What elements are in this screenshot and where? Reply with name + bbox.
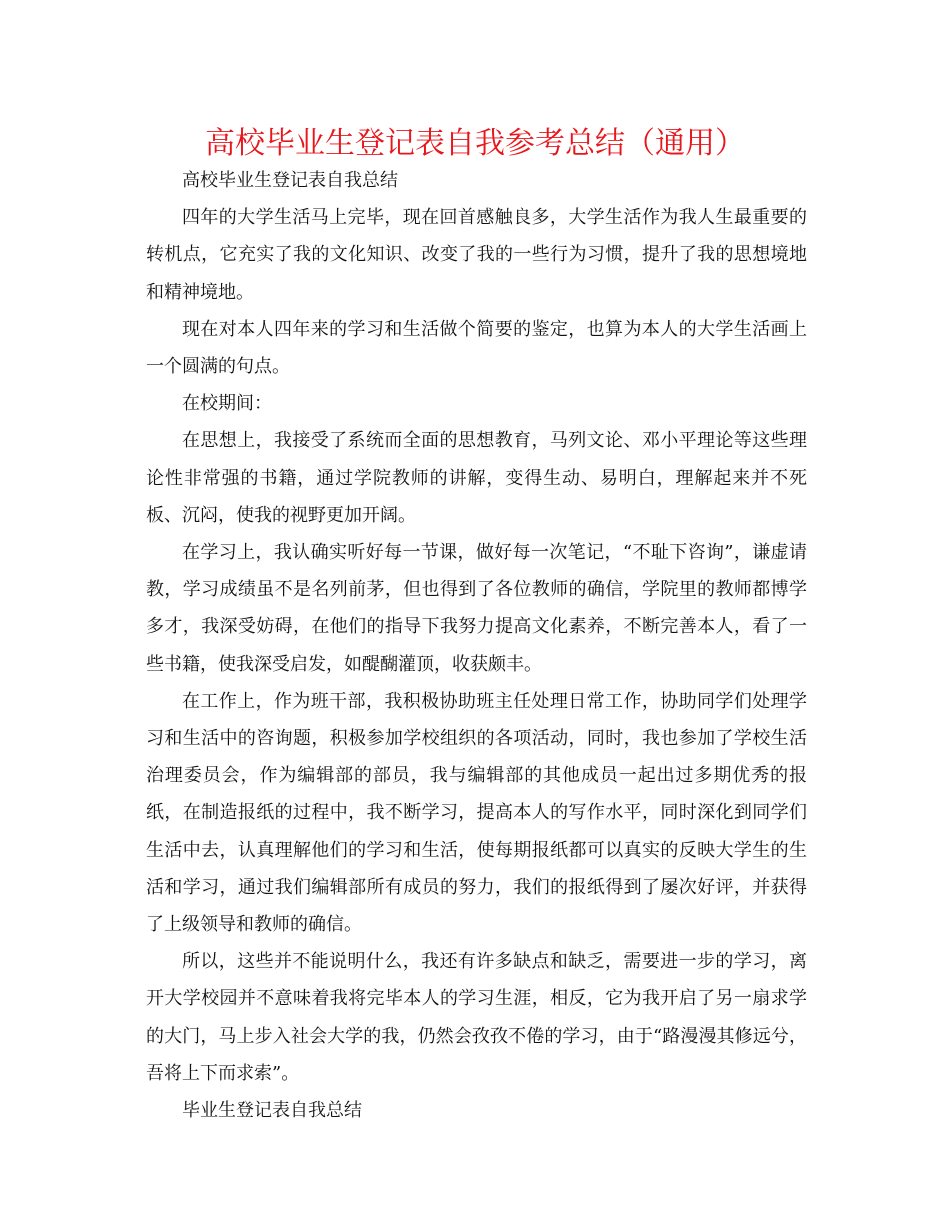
paragraph-work: 在工作上，作为班干部，我积极协助班主任处理日常工作，协助同学们处理学习和生活中的咨询题，积极参加学校组织的各项活动，同时，我也参加了学校生活治理委员会，作为编辑部的部员，我与编辑部的其他成员一起出过多期优秀的报纸，在制造报纸的过程中，我不断学习，提高本人的写作水平，同时深化到同学们生活中去，认真理解他们的学习和生活，使每期报纸都可以真实的反映大学生的生活和学习，通过我们编辑部所有成员的努力，我们的报纸得到了屡次好评，并获得了上级领导和教师的确信。 bbox=[146, 690, 807, 936]
paragraph-conclusion: 所以，这些并不能说明什么，我还有许多缺点和缺乏，需要进一步的学习，离开大学校园并不意味着我将完毕本人的学习生涯，相反，它为我开启了另一扇求学的大门，马上步入社会大学的我，仍然会孜孜不倦的学习，由于“路漫漫其修远兮，吾将上下而求索”。 bbox=[146, 951, 807, 1084]
paragraph-period-label: 在校期间： bbox=[182, 393, 272, 415]
document-title: 高校毕业生登记表自我参考总结（通用） bbox=[205, 126, 745, 161]
section-heading-2: 毕业生登记表自我总结 bbox=[182, 1100, 362, 1122]
paragraph-thought: 在思想上，我接受了系统而全面的思想教育，马列文论、邓小平理论等这些理论性非常强的书籍，通过学院教师的讲解，变得生动、易明白，理解起来并不死板、沉闷，使我的视野更加开阔。 bbox=[146, 430, 807, 526]
paragraph-intro: 四年的大学生活马上完毕，现在回首感触良多，大学生活作为我人生最重要的转机点，它充实了我的文化知识、改变了我的一些行为习惯，提升了我的思想境地和精神境地。 bbox=[146, 207, 807, 303]
paragraph-summary: 现在对本人四年来的学习和生活做个简要的鉴定，也算为本人的大学生活画上一个圆满的句点。 bbox=[146, 318, 807, 378]
paragraph-study: 在学习上，我认确实听好每一节课，做好每一次笔记，“不耻下咨询”，谦虚请教，学习成绩虽不是名列前茅，但也得到了各位教师的确信，学院里的教师都博学多才，我深受妨碍，在他们的指导下我努力提高文化素养，不断完善本人，看了一些书籍，使我深受启发，如醍醐灌顶，收获颇丰。 bbox=[146, 542, 807, 675]
section-heading: 高校毕业生登记表自我总结 bbox=[182, 170, 398, 191]
document-body bbox=[146, 162, 807, 1129]
